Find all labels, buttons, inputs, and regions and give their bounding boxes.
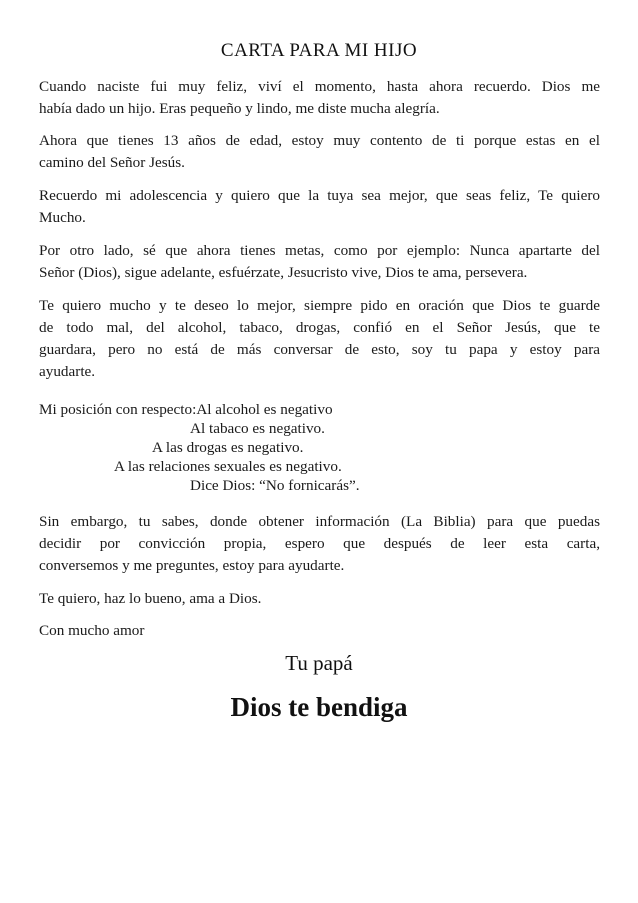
- text-line: Te quiero mucho y te deseo lo mejor, siempre pido en oración que Dios te guarde: [39, 297, 600, 314]
- text-line: decidir por convicción propia, espero que después de leer esta carta,: [39, 535, 600, 552]
- text-line: Sin embargo, tu sabes, donde obtener información (La Biblia) para que puedas: [39, 513, 600, 530]
- position-line-tobacco: Al tabaco es negativo.: [190, 420, 325, 437]
- text-line: Cuando naciste fui muy feliz, viví el momento, hasta ahora recuerdo. Dios me: [39, 78, 600, 95]
- text-line: conversemos y me preguntes, estoy para ayudarte.: [39, 557, 345, 574]
- text-line: camino del Señor Jesús.: [39, 154, 185, 171]
- text-line: Con mucho amor: [39, 622, 145, 639]
- text-line: Recuerdo mi adolescencia y quiero que la tuya sea mejor, que seas feliz, Te quiero: [39, 187, 600, 204]
- text-line: Por otro lado, sé que ahora tienes metas, como por ejemplo: Nunca apartarte del: [39, 242, 600, 259]
- text-line: Ahora que tienes 13 años de edad, estoy muy contento de ti porque estas en el: [39, 132, 600, 149]
- position-line-quote: Dice Dios: “No fornicarás”.: [190, 477, 360, 494]
- paragraph-with-love: [39, 620, 600, 642]
- paragraph-adolescence: [39, 185, 600, 229]
- paragraph-bible: [39, 511, 600, 577]
- text-line: Señor (Dios), sigue adelante, esfuérzate, Jesucristo vive, Dios te ama, persevera.: [39, 264, 528, 281]
- blessing: Dios te bendiga: [230, 692, 408, 722]
- position-line-relations: A las relaciones sexuales es negativo.: [114, 458, 342, 475]
- letter-title: CARTA PARA MI HIJO: [220, 40, 418, 61]
- position-line-alcohol: Mi posición con respecto:Al alcohol es negativo: [39, 401, 333, 418]
- text-line: guardara, pero no está de más conversar de esto, soy tu papa y estoy para: [39, 341, 600, 358]
- paragraph-love-god: [39, 588, 600, 610]
- position-line-drugs: A las drogas es negativo.: [152, 439, 304, 456]
- paragraph-goals: [39, 240, 600, 284]
- paragraph-age: [39, 130, 600, 174]
- signature: Tu papá: [285, 651, 353, 675]
- text-line: de todo mal, del alcohol, tabaco, drogas, confió en el Señor Jesús, que te: [39, 319, 600, 336]
- paragraph-prayer: [39, 295, 600, 383]
- text-line: ayudarte.: [39, 363, 96, 380]
- paragraph-birth: [39, 76, 600, 120]
- text-line: había dado un hijo. Eras pequeño y lindo, me diste mucha alegría.: [39, 100, 440, 117]
- text-line: Te quiero, haz lo bueno, ama a Dios.: [39, 590, 262, 607]
- text-line: Mucho.: [39, 209, 86, 226]
